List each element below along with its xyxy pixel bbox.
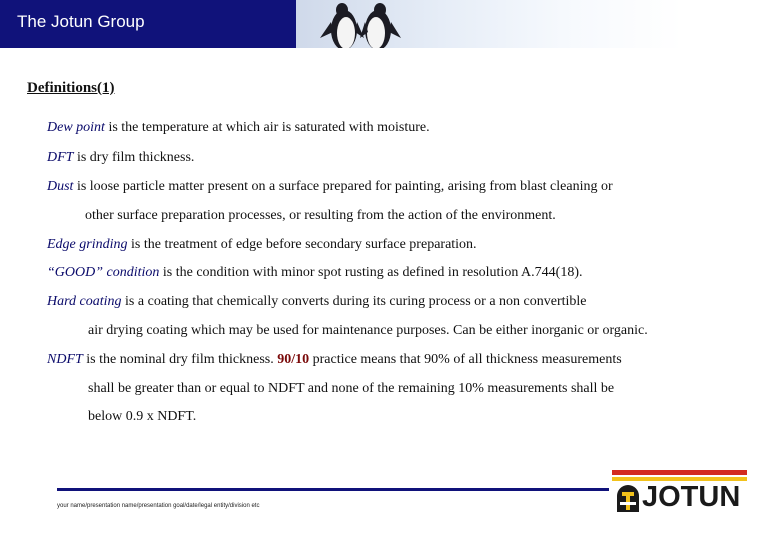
penguins-icon	[304, 0, 444, 48]
definition-text: is loose particle matter present on a surface prepared for painting, arising from blast cleaning or	[73, 179, 613, 194]
header-title: The Jotun Group	[17, 12, 145, 31]
definition-hard-coating	[47, 294, 587, 310]
definition-term: NDFT	[47, 352, 83, 367]
definition-text: is dry film thickness.	[73, 150, 195, 165]
definition-good-condition	[47, 265, 582, 281]
footer-divider	[57, 488, 609, 491]
jotun-emblem-icon	[616, 484, 640, 514]
definition-text: is the nominal dry film thickness.	[82, 352, 278, 367]
definition-continuation: shall be greater than or equal to NDFT and none of the remaining 10% measurements shall be	[88, 381, 615, 396]
definition-ndft	[47, 352, 622, 368]
definition-term: “GOOD” condition	[47, 265, 160, 280]
definition-dust	[47, 179, 613, 195]
definition-dft	[47, 150, 194, 166]
logo-text: JOTUN	[642, 481, 741, 513]
definition-continuation: other surface preparation processes, or resulting from the action of the environment.	[85, 208, 556, 223]
definition-dew-point	[47, 120, 430, 136]
highlight-ratio: 90/10	[277, 352, 310, 367]
section-title: Definitions(1)	[27, 80, 115, 96]
definition-text: is the treatment of edge before secondary surface preparation.	[127, 237, 477, 252]
definition-continuation: below 0.9 x NDFT.	[88, 409, 197, 424]
definition-term: Dew point	[47, 120, 105, 135]
footer-text: your name/presentation name/presentation goal/date/legal entity/division etc	[57, 503, 260, 509]
logo-red-stripe	[612, 470, 747, 475]
jotun-logo	[612, 470, 747, 518]
definition-term: Hard coating	[47, 294, 122, 309]
definition-text: is a coating that chemically converts during its curing process or a non convertible	[121, 294, 587, 309]
definition-edge-grinding	[47, 237, 477, 253]
definition-term: Dust	[47, 179, 74, 194]
header-banner	[296, 0, 780, 48]
definition-text: is the temperature at which air is saturated with moisture.	[104, 120, 430, 135]
header	[0, 0, 780, 48]
definition-continuation: air drying coating which may be used for maintenance purposes. Can be either inorganic or organic.	[88, 323, 648, 338]
definition-term: DFT	[47, 150, 74, 165]
header-title-box	[0, 0, 296, 48]
definition-term: Edge grinding	[47, 237, 128, 252]
definition-text: is the condition with minor spot rusting as defined in resolution A.744(18).	[159, 265, 583, 280]
definition-text: practice means that 90% of all thickness measurements	[309, 352, 622, 367]
